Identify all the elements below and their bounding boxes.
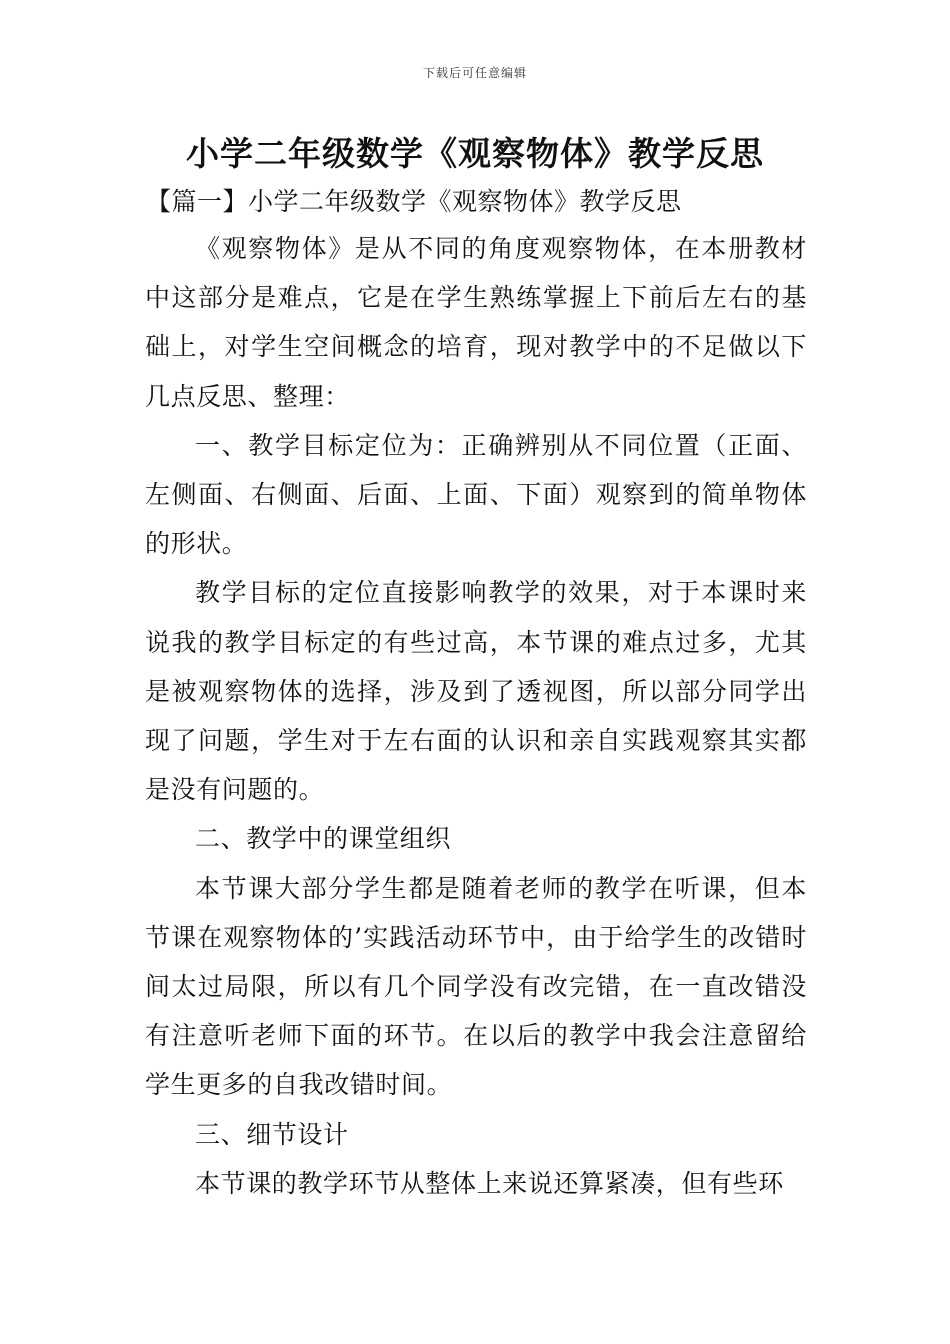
section-heading: 【篇一】小学二年级数学《观察物体》教学反思 [146,187,682,216]
paragraph-point-one: 一、教学目标定位为：正确辨别从不同位置（正面、左侧面、右侧面、后面、上面、下面）观察到的简单物体的形状。 [145,430,807,559]
paragraph-intro: 《观察物体》是从不同的角度观察物体，在本册教材中这部分是难点，它是在学生熟练掌握上下前后左右的基础上，对学生空间概念的培育，现对教学中的不足做以下几点反思、整理： [145,234,807,411]
header-note: 下载后可任意编辑 [422,66,527,80]
paragraph-point-two-heading: 二、教学中的课堂组织 [195,824,452,854]
paragraph-target-analysis: 教学目标的定位直接影响教学的效果，对于本课时来说我的教学目标定的有些过高，本节课的难点过多，尤其是被观察物体的选择，涉及到了透视图，所以部分同学出现了问题，学生对于左右面的认识和亲自实践观察其实都是没有问题的。 [145,578,807,805]
document-body [145,224,807,1208]
paragraph-point-three-heading: 三、细节设计 [195,1119,349,1149]
document-title: 小学二年级数学《观察物体》教学反思 [186,134,764,173]
paragraph-classroom-organization: 本节课大部分学生都是随着老师的教学在听课，但本节课在观察物体的’实践活动环节中，由于给学生的改错时间太过局限，所以有几个同学没有改完错，在一直改错没有注意听老师下面的环节。在以后的教学中我会注意留给学生更多的自我改错时间。 [145,873,807,1100]
paragraph-detail-design: 本节课的教学环节从整体上来说还算紧凑，但有些环 [195,1168,784,1198]
